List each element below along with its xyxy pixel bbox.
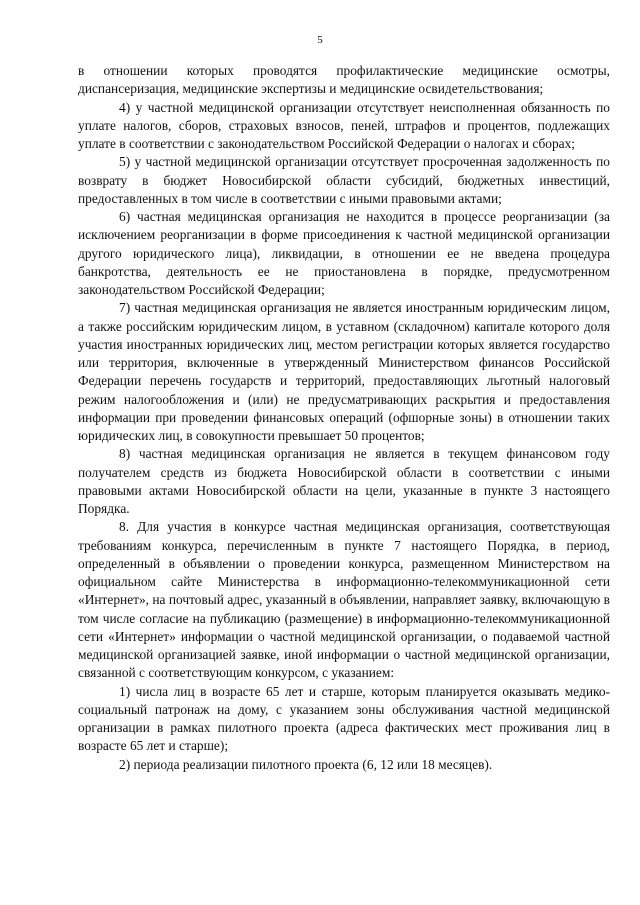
paragraph-section-8: 8. Для участия в конкурсе частная медицинская организация, соответствующая требованиям конкурса, перечисленным в пункте 7 настоящего Порядка, в период, определенный в объявлении о проведении конкурса, размещенном Министерством на официальном сайте Министерства в информационно-телекоммуникационной сети «Интернет», на почтовый адрес, указанный в объявлении, направляет заявку, включающую в том числе согласие на публикацию (размещение) в информационно-телекоммуникационной сети «Интернет» информации о частной медицинской организации, о подаваемой частной медицинской организацией заявке, иной информации о частной медицинской организации, связанной с соответствующим конкурсом, с указанием: bbox=[78, 519, 610, 681]
paragraph-item-6: 6) частная медицинская организация не находится в процессе реорганизации (за исключением реорганизации в форме присоединения к частной медицинской организации другого юридического лица), ликвидации, в отношении ее не введена процедура банкротства, деятельность ее не приостановлена в порядке, предусмотренном законодательством Российской Федерации; bbox=[78, 209, 610, 297]
paragraph-continuation: в отношении которых проводятся профилактические медицинские осмотры, диспансеризация, медицинские экспертизы и медицинские освидетельствования; bbox=[78, 63, 610, 97]
paragraph-item-5: 5) у частной медицинской организации отсутствует просроченная задолженность по возврату в бюджет Новосибирской области субсидий, бюджетных инвестиций, предоставленных в том числе в соответствии с иными правовыми актами; bbox=[78, 154, 610, 206]
paragraph-item-8: 8) частная медицинская организация не является в текущем финансовом году получателем средств из бюджета Новосибирской области в соответствии с иными правовыми актами Новосибирской области на цели, указанные в пункте 3 настоящего Порядка. bbox=[78, 446, 610, 516]
paragraph-subitem-1: 1) числа лиц в возрасте 65 лет и старше, которым планируется оказывать медико-социальный патронаж на дому, с указанием зоны обслуживания частной медицинской организации в рамках пилотного проекта (адреса фактических мест проживания лиц в возрасте 65 лет и старше); bbox=[78, 683, 610, 754]
paragraph-subitem-2: 2) периода реализации пилотного проекта (6, 12 или 18 месяцев). bbox=[119, 756, 493, 772]
paragraph-item-7: 7) частная медицинская организация не является иностранным юридическим лицом, а также российским юридическим лицом, в уставном (складочном) капитале которого доля участия иностранных юридических лиц, местом регистрации которых является государство или территория, включенные в утвержденный Министерством финансов Российской Федерации перечень государств и территорий, предоставляющих льготный налоговый режим налогообложения и (или) не предусматривающих раскрытия и предоставления информации при проведении финансовых операций (офшорные зоны) в отношении таких юридических лиц, в совокупности превышает 50 процентов; bbox=[78, 300, 610, 443]
page-number: 5 bbox=[317, 34, 323, 46]
document-body bbox=[78, 62, 610, 774]
paragraph-item-4: 4) у частной медицинской организации отсутствует неисполненная обязанность по уплате налогов, сборов, страховых взносов, пеней, штрафов и процентов, подлежащих уплате в соответствии с законодательством Российской Федерации о налогах и сборах; bbox=[78, 99, 610, 151]
